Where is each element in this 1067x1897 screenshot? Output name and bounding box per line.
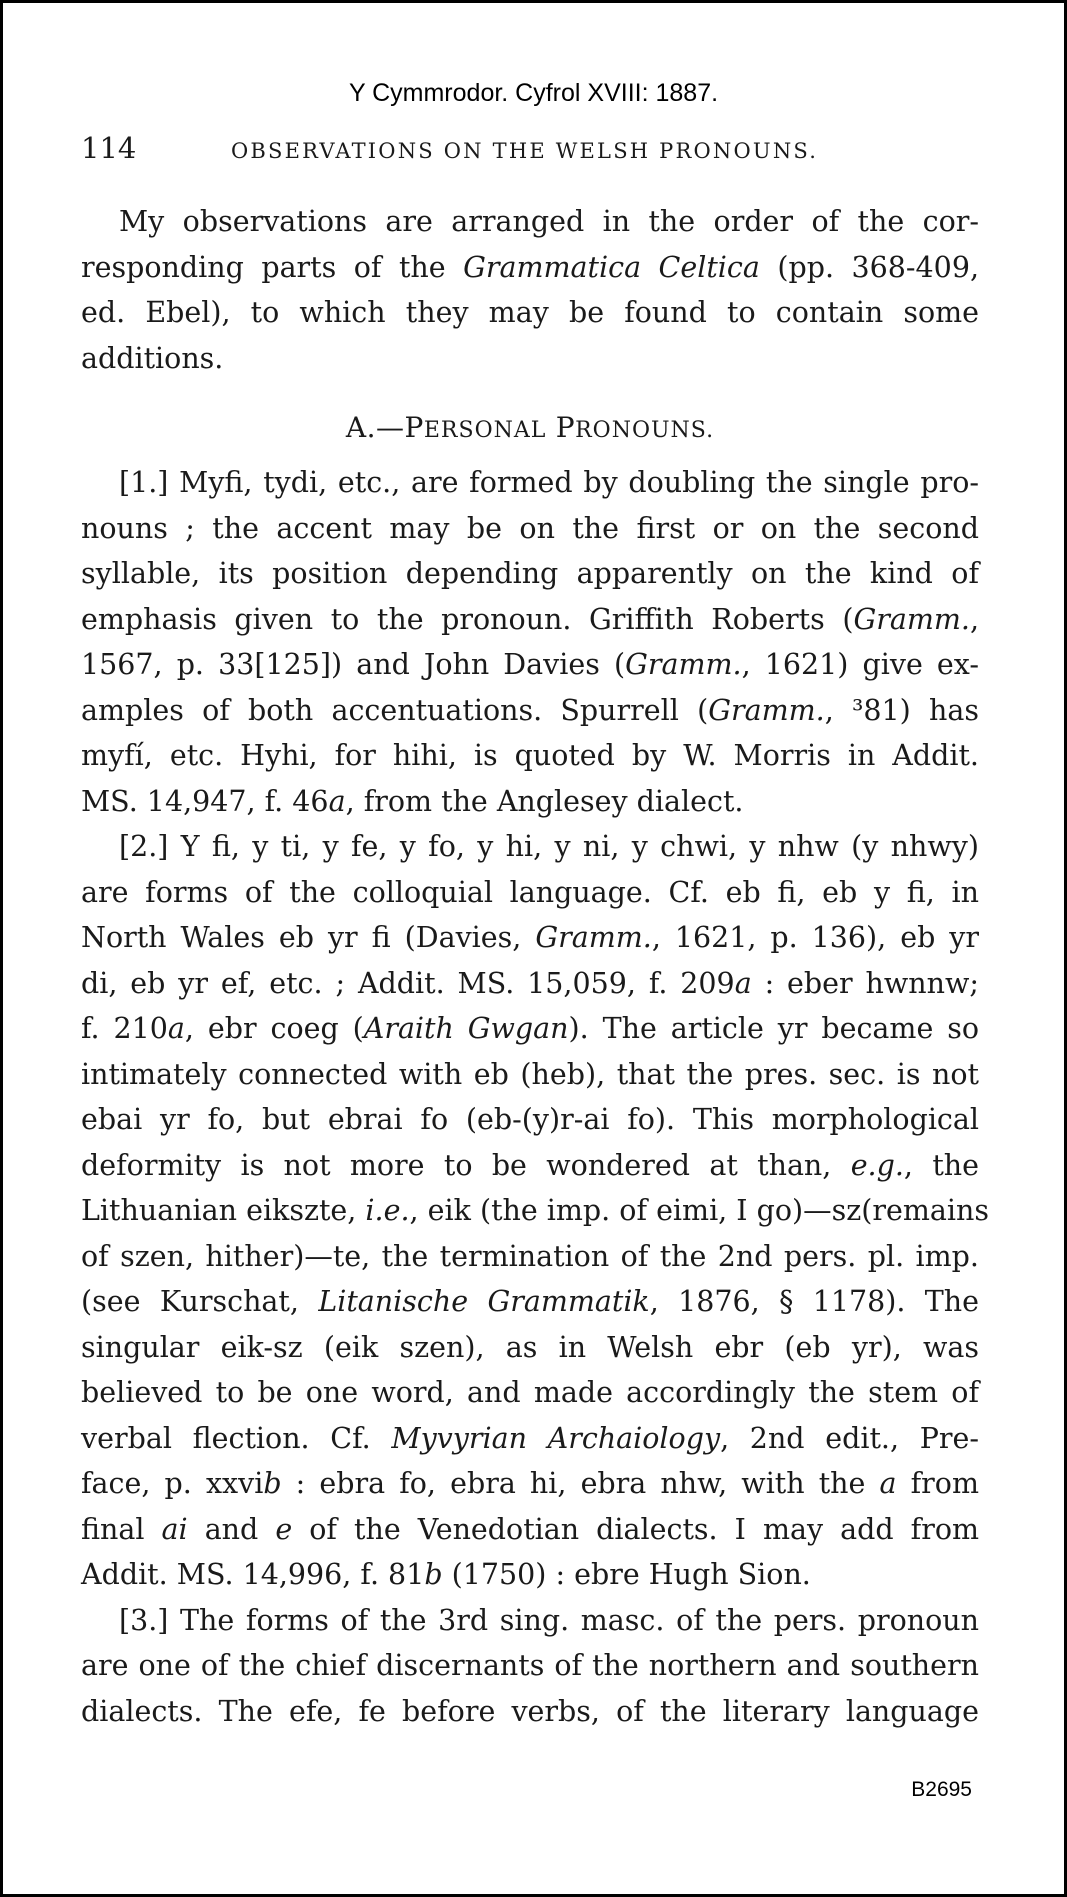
text-line: verbal flection. Cf. Myvyrian Archaiology, 2nd edit., Pre- <box>81 1421 980 1455</box>
text-line: believed to be one word, and made accordingly the stem of <box>81 1376 979 1409</box>
text-line: emphasis given to the pronoun. Griffith Roberts (Gramm., <box>81 602 979 636</box>
text-line: dialects. The efe, fe before verbs, of the literary language <box>81 1694 979 1728</box>
text-line: myfí, etc. Hyhi, for hihi, is quoted by W. Morris in Addit. <box>81 739 979 772</box>
section-heading: A.—PERSONAL PRONOUNS. <box>345 411 715 444</box>
text-line: MS. 14,947, f. 46a, from the Anglesey dialect. <box>81 784 744 818</box>
paragraph-2 <box>81 824 990 1598</box>
text-line: ebai yr fo, but ebrai fo (eb-(y)r-ai fo). This morphological <box>81 1103 979 1136</box>
text-line: Addit. MS. 14,996, f. 81b (1750) : ebre Hugh Sion. <box>81 1558 811 1591</box>
paragraph-3 <box>81 1598 979 1735</box>
text-line: [3.] The forms of the 3rd sing. masc. of the pers. pronoun <box>119 1603 979 1637</box>
text-line: nouns ; the accent may be on the first or on the second <box>81 511 979 545</box>
paragraph-1 <box>81 460 979 824</box>
text-line: ed. Ebel), to which they may be found to contain some <box>81 296 979 329</box>
text-line: di, eb yr ef, etc. ; Addit. MS. 15,059, f. 209a : eber hwnnw; <box>81 966 979 1000</box>
text-line: amples of both accentuations. Spurrell (Gramm., ³81) has <box>81 693 979 727</box>
running-head <box>81 131 986 171</box>
running-title: OBSERVATIONS ON THE WELSH PRONOUNS. <box>231 139 819 163</box>
text-line: syllable, its position depending apparently on the kind of <box>81 557 979 590</box>
archive-header: Y Cymmrodor. Cyfrol XVIII: 1887. <box>348 79 719 107</box>
text-line: Lithuanian eikszte, i.e., eik (the imp. of eimi, I go)—sz(remains <box>81 1194 990 1227</box>
text-line: final ai and e of the Venedotian dialects. I may add from <box>81 1512 980 1546</box>
intro-paragraph <box>81 199 979 381</box>
text-line: f. 210a, ebr coeg (Araith Gwgan). The article yr became so <box>81 1012 979 1045</box>
text-line: singular eik-sz (eik szen), as in Welsh ebr (eb yr), was <box>81 1330 979 1364</box>
text-line: additions. <box>81 341 224 375</box>
text-line: North Wales eb yr fi (Davies, Gramm., 1621, p. 136), eb yr <box>81 921 979 954</box>
text-line: (see Kurschat, Litanische Grammatik, 1876, § 1178). The <box>81 1285 980 1318</box>
text-line: [2.] Y fi, y ti, y fe, y fo, y hi, y ni, y chwi, y nhw (y nhwy) <box>119 830 979 863</box>
text-line: [1.] Myfi, tydi, etc., are formed by doubling the single pro- <box>119 466 979 499</box>
text-line: responding parts of the Grammatica Celtica (pp. 368-409, <box>81 250 980 284</box>
text-line: of szen, hither)—te, the termination of the 2nd pers. pl. imp. <box>81 1239 979 1273</box>
text-line: are one of the chief discernants of the northern and southern <box>81 1649 979 1682</box>
text-line: intimately connected with eb (heb), that the pres. sec. is not <box>81 1057 979 1091</box>
text-line: 1567, p. 33[125]) and John Davies (Gramm., 1621) give ex- <box>81 648 980 681</box>
page-number: 114 <box>81 131 137 165</box>
text-line: face, p. xxvib : ebra fo, ebra hi, ebra nhw, with the a from <box>81 1467 979 1500</box>
text-line: are forms of the colloquial language. Cf. eb fi, eb y fi, in <box>81 875 979 909</box>
body-text <box>81 199 990 1734</box>
catalog-id: B2695 <box>911 1778 972 1801</box>
text-line: deformity is not more to be wondered at than, e.g., the <box>81 1148 979 1182</box>
text-line: My observations are arranged in the order of the cor- <box>119 205 979 238</box>
